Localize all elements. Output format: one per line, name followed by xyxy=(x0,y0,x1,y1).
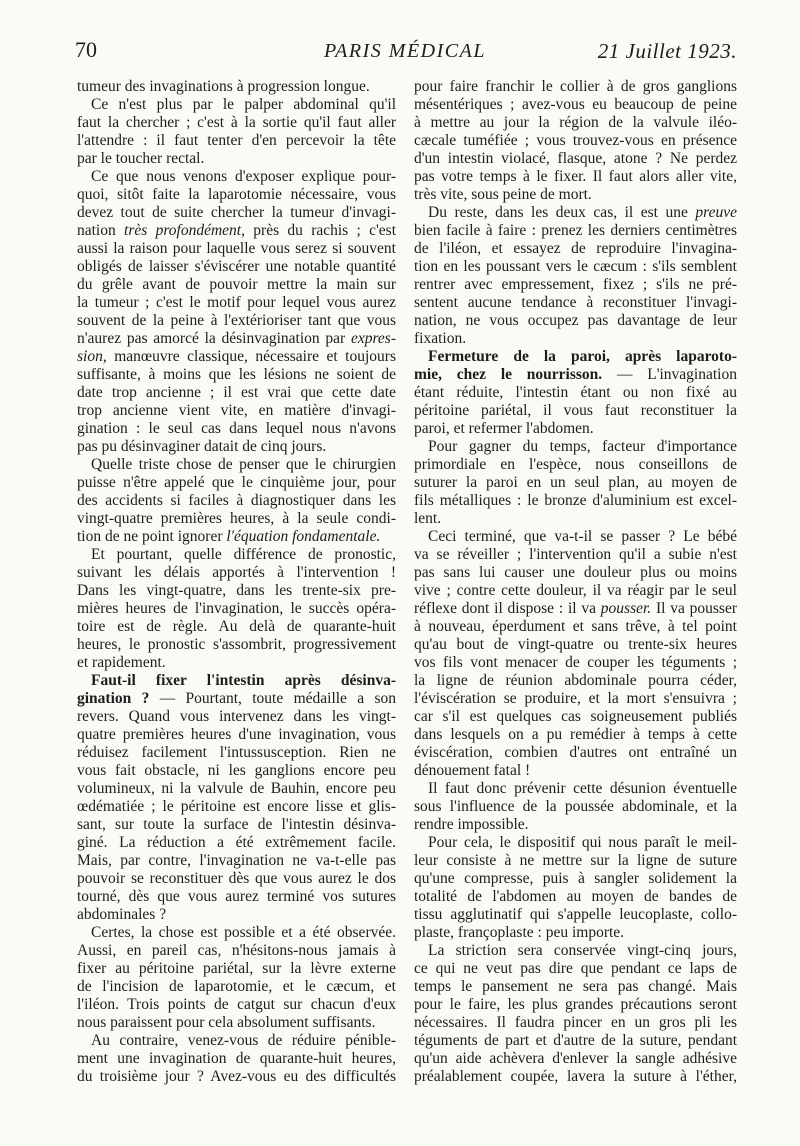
text-run: Pour cela, le dispositif qui nous paraît le meil- xyxy=(428,834,737,851)
text-run: car s'il est quelques cas soigneusement publiés xyxy=(414,708,737,725)
text-run: Ce n'est plus par le palper abdominal qu'il xyxy=(91,96,396,113)
italic-text-run: très profondément xyxy=(124,222,242,239)
text-line xyxy=(77,960,396,978)
text-line xyxy=(77,240,396,258)
text-run: nécessaires. Il faudra pincer en un gros pli les xyxy=(414,1014,737,1031)
text-line xyxy=(414,492,737,510)
text-run: l'iléon. Trois points de catgut sur chacun d'eux xyxy=(77,996,396,1013)
italic-text-run: sion, xyxy=(77,348,107,365)
text-line xyxy=(77,150,396,168)
text-line xyxy=(77,96,396,114)
text-run: La striction sera conservée vingt-cinq jours, xyxy=(428,942,737,959)
text-run: Et pourtant, quelle différence de pronostic, xyxy=(91,546,396,563)
text-line xyxy=(77,1050,396,1068)
text-run: puisse n'être appelé que le cinquième jour, pour xyxy=(77,474,396,491)
text-run: l'éviscération se produire, et la mort s'ensuivra ; xyxy=(414,690,737,707)
text-run: paroi, et refermer l'abdomen. xyxy=(414,420,594,437)
text-line xyxy=(77,132,396,150)
bold-text-run: Faut-il fixer l'intestin après désinva- xyxy=(91,672,396,689)
text-run: qu'au bout de vingt-quatre ou trente-six heures xyxy=(414,636,737,653)
text-line xyxy=(77,114,396,132)
text-run: quatre premières heures d'une invagination, vous xyxy=(77,726,396,743)
text-line xyxy=(77,222,396,240)
text-run: suffisante, à moins que les lésions ne soient de xyxy=(77,366,396,383)
text-line xyxy=(77,798,396,816)
paragraph xyxy=(77,1032,396,1086)
text-run: primordiale en l'espèce, nous conseillons de xyxy=(414,456,737,473)
text-run: suturer la paroi en un seul plan, au moyen de xyxy=(414,474,737,491)
text-run: nation, ne vous occupez pas davantage de leur xyxy=(414,312,737,329)
text-line xyxy=(414,870,737,888)
text-line xyxy=(77,834,396,852)
text-line xyxy=(77,618,396,636)
text-run: tion de ne point ignorer xyxy=(77,528,227,545)
text-run: ment une invagination de quarante-huit heures, xyxy=(77,1050,396,1067)
issue-date: 21 Juillet 1923. xyxy=(597,39,737,63)
text-line xyxy=(77,672,396,690)
text-run: du grêle avant de pouvoir mettre la main sur xyxy=(77,276,396,293)
text-run: volumineux, ni la valvule de Bauhin, encore peu xyxy=(77,780,396,797)
text-run: œdématiée ; le péritoine est encore lisse et glis- xyxy=(77,798,396,815)
italic-text-run: preuve xyxy=(695,204,737,221)
text-line xyxy=(414,816,737,834)
text-line xyxy=(77,168,396,186)
text-line xyxy=(77,564,396,582)
text-line xyxy=(77,816,396,834)
text-run: aussi la raison pour laquelle vous serez si souvent xyxy=(77,240,396,257)
text-run: réflexe dont il dispose : il va xyxy=(414,600,601,617)
text-run: obligés de laisser s'éviscérer une notable quantité xyxy=(77,258,396,275)
paragraph xyxy=(414,528,737,780)
text-line xyxy=(77,1014,396,1032)
text-line xyxy=(77,636,396,654)
text-line xyxy=(414,726,737,744)
text-line xyxy=(414,510,737,528)
bold-text-run: mie, chez le nourrisson. xyxy=(414,366,603,383)
text-run: toire est de règle. Au delà de quarante-huit xyxy=(77,618,396,635)
paragraph xyxy=(77,96,396,168)
text-run: gination : le seul cas dans lequel nous n'avons xyxy=(77,420,396,437)
text-line xyxy=(414,150,737,168)
text-run: Ceci terminé, que va-t-il se passer ? Le bébé xyxy=(428,528,737,545)
text-line xyxy=(414,456,737,474)
text-line xyxy=(414,600,737,618)
text-line xyxy=(77,438,396,456)
text-line xyxy=(414,348,737,366)
text-run: suivant les délais apportés à l'intervention ! xyxy=(77,564,396,581)
text-run: quoi, sitôt faite la laparotomie nécessaire, vous xyxy=(77,186,396,203)
text-run: n'aurez pas amorcé la désinvagination par xyxy=(77,330,351,347)
text-line xyxy=(414,978,737,996)
paragraph xyxy=(77,546,396,672)
text-run: souvent de la peine à l'extérioriser tant que vous xyxy=(77,312,396,329)
text-line xyxy=(414,132,737,150)
text-line xyxy=(414,888,737,906)
bold-text-run: gination ? xyxy=(77,690,150,707)
text-line xyxy=(77,906,396,924)
text-run: heures, le pronostic s'assombrit, progressivement xyxy=(77,636,396,653)
text-run: tourné, dès que vous aurez terminé vos sutures xyxy=(77,888,396,905)
text-line xyxy=(77,348,396,366)
text-run: dénouement fatal ! xyxy=(414,762,531,779)
text-column-left xyxy=(77,78,396,1086)
text-run: péritoine pariétal, il vous faut reconstituer la xyxy=(414,402,737,419)
text-line xyxy=(77,186,396,204)
text-line xyxy=(77,330,396,348)
text-line xyxy=(414,1068,737,1086)
text-run: très vite, sous peine de mort. xyxy=(414,186,592,203)
text-run: l'attendre : il faut tenter d'en percevoir la tête xyxy=(77,132,396,149)
text-line xyxy=(414,906,737,924)
text-line xyxy=(77,708,396,726)
text-line xyxy=(77,690,396,708)
text-line xyxy=(414,708,737,726)
text-run: à nouveau, éperdument et sans trêve, à tel point xyxy=(414,618,737,635)
text-run: Il va pousser xyxy=(651,600,737,617)
text-run: giné. La réduction a été extrêmement facile. xyxy=(77,834,396,851)
text-line xyxy=(414,780,737,798)
text-line xyxy=(77,888,396,906)
italic-text-run: pousser. xyxy=(600,600,652,617)
text-line xyxy=(414,276,737,294)
text-run: temps le pansement ne sera pas changé. Mais xyxy=(414,978,737,995)
text-run: Ce que nous venons d'exposer explique pour- xyxy=(91,168,396,185)
paragraph xyxy=(414,348,737,438)
text-line xyxy=(414,294,737,312)
text-line xyxy=(77,276,396,294)
text-run: leur consiste à ne mettre sur la ligne de suture xyxy=(414,852,737,869)
text-line xyxy=(414,672,737,690)
paragraph xyxy=(77,672,396,924)
text-line xyxy=(414,528,737,546)
text-run: sant, sur toute la surface de l'intestin désinva- xyxy=(77,816,396,833)
text-run: mésentériques ; avez-vous eu beaucoup de peine xyxy=(414,96,737,113)
text-line xyxy=(77,870,396,888)
text-run: pas sans lui causer une douleur plus ou moins xyxy=(414,564,737,581)
text-run: va se réveiller ; l'intervention qu'il a subie n'est xyxy=(414,546,737,563)
text-line xyxy=(77,1068,396,1086)
text-run: ce qui ne veut pas dire que pendant ce laps de xyxy=(414,960,737,977)
text-run: fixer au péritoine pariétal, sur la lèvre externe xyxy=(77,960,396,977)
text-run: trop ancienne vient vite, en matière d'invagi- xyxy=(77,402,396,419)
paragraph xyxy=(414,942,737,1086)
text-line xyxy=(414,924,737,942)
text-run: — Pourtant, toute médaille a son xyxy=(149,690,397,707)
text-run: de l'iléon, et essayez de reproduire l'invagina- xyxy=(414,240,737,257)
paragraph xyxy=(414,780,737,834)
text-run: d'un intestin violacé, flasque, atone ? Ne perdez xyxy=(414,150,737,167)
text-run: lent. xyxy=(414,510,442,527)
text-run: tumeur des invaginations à progression longue. xyxy=(77,78,370,95)
text-run: qu'une compresse, puis à sangler solidement la xyxy=(414,870,737,887)
text-run: par le toucher rectal. xyxy=(77,150,205,167)
text-run: Dans les vingt-quatre, dans les trente-six pre- xyxy=(77,582,396,599)
journal-title: PARIS MÉDICAL xyxy=(324,40,486,62)
text-line xyxy=(414,222,737,240)
text-run: faut la chercher ; c'est à la sortie qu'il faut aller xyxy=(77,114,396,131)
text-line xyxy=(77,294,396,312)
text-line xyxy=(77,510,396,528)
text-line xyxy=(414,78,737,96)
text-line xyxy=(414,636,737,654)
text-line xyxy=(414,258,737,276)
text-line xyxy=(77,204,396,222)
text-run: pas votre temps à le fixer. Il faut alors aller vite, xyxy=(414,168,737,185)
text-run: totalité de l'abdomen au moyen de bandes de xyxy=(414,888,737,905)
text-run: vos fils vont menacer de couper les téguments ; xyxy=(414,654,737,671)
text-run: cæcale tuméfiée ; vous trouvez-vous en présence xyxy=(414,132,737,149)
bold-text-run: Fermeture de la paroi, après laparoto- xyxy=(428,348,737,365)
text-run: mières heures de l'invagination, le succès opéra- xyxy=(77,600,396,617)
text-run: manœuvre classique, nécessaire et toujours xyxy=(106,348,396,365)
text-run: tissu agglutinatif qui s'appelle leucoplaste, collo- xyxy=(414,906,737,923)
text-line xyxy=(414,168,737,186)
text-line xyxy=(77,402,396,420)
paragraph xyxy=(77,924,396,1032)
text-line xyxy=(77,924,396,942)
text-line xyxy=(414,438,737,456)
text-run: éviscération, combien d'autres ont entraîné un xyxy=(414,744,737,761)
text-line xyxy=(77,780,396,798)
text-line xyxy=(414,960,737,978)
text-line xyxy=(414,204,737,222)
text-line xyxy=(414,942,737,960)
text-run: rendre impossible. xyxy=(414,816,529,833)
text-line xyxy=(414,582,737,600)
italic-text-run: l'équation fondamentale. xyxy=(226,528,381,545)
text-line xyxy=(414,384,737,402)
text-line xyxy=(414,186,737,204)
text-run: pouvoir se reconstituer dès que vous aurez le dos xyxy=(77,870,396,887)
text-column-right xyxy=(414,78,737,1086)
text-run: vingt-quatre premières heures, à la seule condi- xyxy=(77,510,396,527)
text-run: Quelle triste chose de penser que le chirurgien xyxy=(91,456,396,473)
paragraph xyxy=(77,456,396,546)
text-line xyxy=(77,78,396,96)
text-line xyxy=(77,942,396,960)
text-run: téguments de part et d'autre de la suture, pendant xyxy=(414,1032,737,1049)
text-line xyxy=(77,546,396,564)
text-run: Au contraire, venez-vous de réduire pénible- xyxy=(91,1032,396,1049)
text-line xyxy=(77,852,396,870)
text-run: qu'un aide achèvera d'enlever la sangle adhésive xyxy=(414,1050,737,1067)
text-run: nation xyxy=(77,222,125,239)
text-line xyxy=(414,330,737,348)
text-line xyxy=(414,834,737,852)
text-line xyxy=(414,996,737,1014)
text-line xyxy=(77,420,396,438)
text-line xyxy=(414,474,737,492)
paragraph xyxy=(77,78,396,96)
text-run: fils métalliques : le bronze d'aluminium est excel- xyxy=(414,492,737,509)
text-line xyxy=(414,240,737,258)
text-line xyxy=(77,1032,396,1050)
text-line xyxy=(414,762,737,780)
paragraph xyxy=(414,834,737,942)
text-line xyxy=(414,1014,737,1032)
paragraph xyxy=(414,204,737,348)
text-run: nous paraissent pour cela absolument suffisants. xyxy=(77,1014,376,1031)
text-line xyxy=(77,582,396,600)
text-run: pas pu désinvaginer datait de cinq jours. xyxy=(77,438,327,455)
text-run: du troisième jour ? Avez-vous eu des difficultés xyxy=(77,1068,396,1085)
text-line xyxy=(77,312,396,330)
text-run: Certes, la chose est possible et a été observée. xyxy=(91,924,396,941)
text-line xyxy=(77,978,396,996)
text-run: la ligne de réunion abdominale pourra céder, xyxy=(414,672,737,689)
paragraph xyxy=(414,78,737,204)
text-line xyxy=(414,96,737,114)
text-run: tion en les poussant vers le cæcum : s'ils semblent xyxy=(414,258,737,275)
text-line xyxy=(414,312,737,330)
text-run: de l'incision de laparotomie, et le cæcum, et xyxy=(77,978,396,995)
text-line xyxy=(77,528,396,546)
text-line xyxy=(77,654,396,672)
text-run: rentrer avec empressement, fixez ; s'ils ne pré- xyxy=(414,276,737,293)
text-line xyxy=(414,618,737,636)
text-run: , près du rachis ; c'est xyxy=(241,222,397,239)
page-number: 70 xyxy=(75,37,97,62)
text-line xyxy=(77,762,396,780)
text-run: étant réduite, l'intestin étant ou non fixé au xyxy=(414,384,737,401)
text-line xyxy=(414,402,737,420)
text-run: des accidents si faciles à diagnostiquer dans les xyxy=(77,492,396,509)
text-line xyxy=(414,744,737,762)
text-line xyxy=(77,456,396,474)
text-run: bien facile à faire : prenez les derniers centimètres xyxy=(414,222,737,239)
text-line xyxy=(414,546,737,564)
text-line xyxy=(77,996,396,1014)
text-line xyxy=(414,366,737,384)
text-run: — L'invagination xyxy=(602,366,737,383)
text-run: Pour gagner du temps, facteur d'importance xyxy=(428,438,737,455)
text-run: date trop ancienne ; il est vrai que cette date xyxy=(77,384,396,401)
text-line xyxy=(414,798,737,816)
text-line xyxy=(77,366,396,384)
text-run: vous fait obstacle, ni les ganglions encore peu xyxy=(77,762,396,779)
text-run: fixation. xyxy=(414,330,467,347)
paragraph xyxy=(77,168,396,456)
text-run: Du reste, dans les deux cas, il est une xyxy=(428,204,696,221)
text-line xyxy=(77,474,396,492)
page-header xyxy=(0,0,800,72)
text-run: abdominales ? xyxy=(77,906,167,923)
text-run: pour faire franchir le collier à de gros ganglions xyxy=(414,78,737,95)
text-run: sentent aucune tendance à reconstituer l'invagi- xyxy=(414,294,737,311)
text-run: revers. Quand vous intervenez dans les vingt- xyxy=(77,708,396,725)
text-run: dans lesquels on a pu remédier à temps à cette xyxy=(414,726,737,743)
text-run: pour le faire, les plus grandes précautions seront xyxy=(414,996,737,1013)
text-run: plaste, françoplaste : peu importe. xyxy=(414,924,625,941)
text-run: Aussi, en pareil cas, n'hésitons-nous jamais à xyxy=(77,942,396,959)
text-line xyxy=(77,600,396,618)
text-line xyxy=(414,1032,737,1050)
text-line xyxy=(414,654,737,672)
text-line xyxy=(414,690,737,708)
text-line xyxy=(77,726,396,744)
text-line xyxy=(414,1050,737,1068)
text-run: sous l'influence de la poussée abdominale, et la xyxy=(414,798,737,815)
text-line xyxy=(414,564,737,582)
text-run: à mettre au jour la région de la valvule iléo- xyxy=(414,114,737,131)
paragraph xyxy=(414,438,737,528)
text-run: réduisez facilement l'intussusception. Rien ne xyxy=(77,744,396,761)
text-line xyxy=(414,114,737,132)
text-line xyxy=(77,384,396,402)
italic-text-run: expres- xyxy=(350,330,396,347)
text-run: et rapidement. xyxy=(77,654,166,671)
text-line xyxy=(414,852,737,870)
text-run: la tumeur ; c'est le motif pour lequel vous aurez xyxy=(77,294,396,311)
text-line xyxy=(414,420,737,438)
text-run: devez tout de suite chercher la tumeur d'invagi- xyxy=(77,204,396,221)
text-run: Il faut donc prévenir cette désunion éventuelle xyxy=(428,780,737,797)
text-run: Mais, par contre, l'invagination ne va-t-elle pas xyxy=(77,852,396,869)
text-line xyxy=(77,492,396,510)
text-line xyxy=(77,258,396,276)
text-run: vive ; contre cette douleur, il va réagir par le seul xyxy=(414,582,737,599)
text-line xyxy=(77,744,396,762)
text-run: préalablement coupée, lavera la suture à l'éther, xyxy=(414,1068,737,1085)
